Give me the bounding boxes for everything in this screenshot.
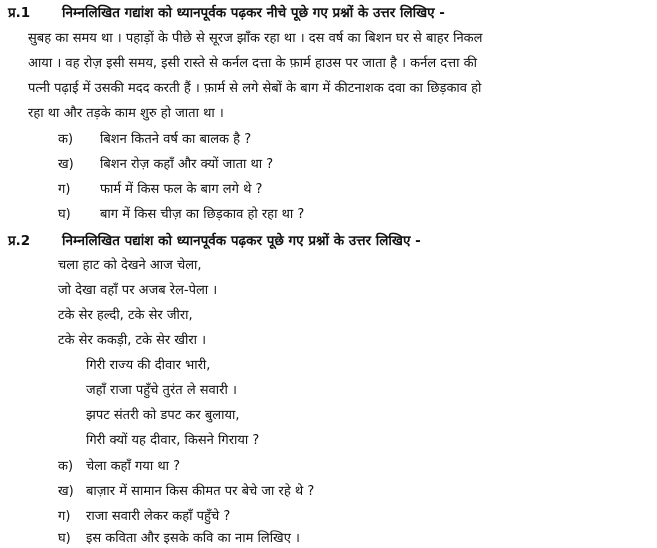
subquestion-marker: क) (58, 132, 74, 147)
passage-line: सुबह का समय था । पहाड़ों के पीछे से सूरज झाँक रहा था । दस वर्ष का बिशन घर से बाहर निकल (28, 31, 483, 46)
poem-line: झपट संतरी को डपट कर बुलाया, (86, 408, 240, 423)
passage-line: पत्नी पढ़ाई में उसकी मदद करती हैं । फ़ार्म से लगे सेबों के बाग में कीटनाशक दवा का छिड़काव हो (28, 81, 482, 96)
subquestion-text: बाग में किस चीज़ का छिड़काव हो रहा था ? (100, 207, 305, 222)
subquestion-text: बिशन रोज़ कहाँ और क्यों जाता था ? (100, 157, 274, 172)
subquestion-text: फार्म में किस फल के बाग लगे थे ? (100, 182, 263, 197)
question-1-number: प्र.1 (8, 5, 31, 21)
subquestion-marker: ख) (58, 484, 74, 499)
poem-line: जो देखा वहाँ पर अजब रेल-पेला । (58, 283, 218, 298)
subquestion-marker: घ) (58, 531, 71, 546)
passage-line: आया । वह रोज़ इसी समय, इसी रास्ते से कर्नल दत्ता के फ़ार्म हाउस पर जाता है । कर्नल दत्ता की (28, 56, 478, 71)
question-2-number: प्र.2 (8, 233, 31, 249)
poem-line: जहाँ राजा पहुँचे तुरंत ले सवारी । (86, 383, 237, 398)
subquestion-marker: ग) (58, 182, 71, 197)
subquestion-text: इस कविता और इसके कवि का नाम लिखिए । (86, 531, 300, 546)
subquestion-text: चेला कहाँ गया था ? (86, 459, 181, 474)
poem-line: टके सेर ककड़ी, टके सेर खीरा । (58, 333, 207, 348)
question-2-heading: निम्नलिखित पद्यांश को ध्यानपूर्वक पढ़कर पूछे गए प्रश्नों के उत्तर लिखिए - (62, 233, 421, 249)
subquestion-text: बाज़ार में सामान किस कीमत पर बेचे जा रहे थे ? (86, 484, 315, 499)
subquestion-marker: ग) (58, 509, 71, 524)
poem-line: गिरी राज्य की दीवार भारी, (86, 358, 211, 373)
passage-line: रहा था और तड़के काम शुरु हो जाता था । (28, 106, 224, 121)
poem-line: टके सेर हल्दी, टके सेर जीरा, (58, 308, 193, 323)
poem-line: चला हाट को देखने आज चेला, (58, 258, 202, 273)
subquestion-marker: ख) (58, 157, 74, 172)
poem-line: गिरी क्यों यह दीवार, किसने गिराया ? (86, 433, 260, 448)
subquestion-text: राजा सवारी लेकर कहाँ पहुँचे ? (86, 509, 231, 524)
subquestion-marker: घ) (58, 207, 71, 222)
subquestion-marker: क) (58, 459, 74, 474)
question-1-heading: निम्नलिखित गद्यांश को ध्यानपूर्वक पढ़कर नीचे पूछे गए प्रश्नों के उत्तर लिखिए - (62, 5, 445, 21)
subquestion-text: बिशन कितने वर्ष का बालक है ? (100, 132, 252, 147)
